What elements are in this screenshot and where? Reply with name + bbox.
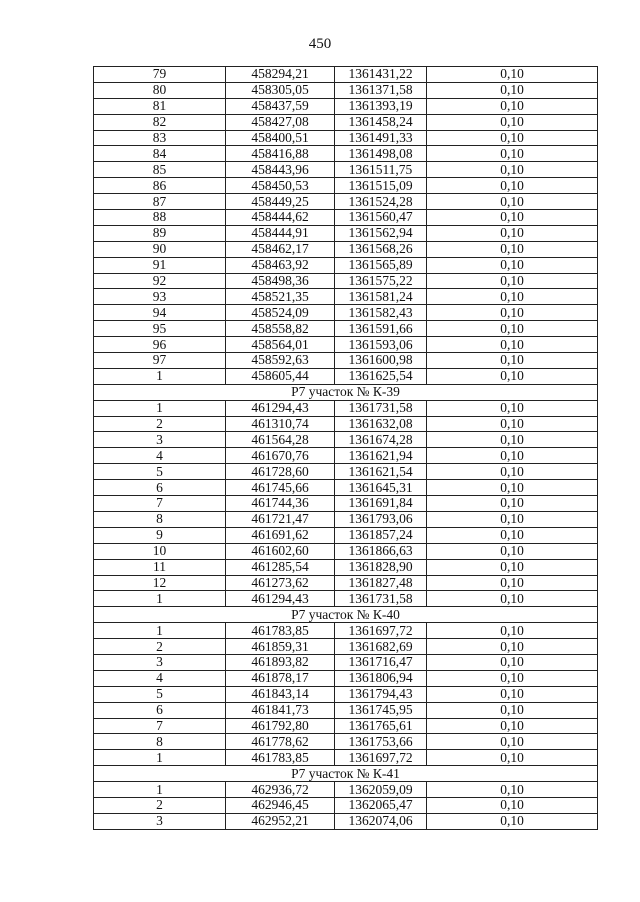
- x-coordinate-cell: 458443,96: [226, 162, 335, 178]
- x-coordinate-cell: 458564,01: [226, 337, 335, 353]
- point-number-cell: 1: [94, 368, 226, 384]
- point-number-cell: 2: [94, 416, 226, 432]
- table-row: [94, 130, 598, 146]
- table-row: [94, 353, 598, 369]
- point-number-cell: 10: [94, 543, 226, 559]
- y-coordinate-cell: 1361600,98: [335, 353, 427, 369]
- point-number-cell: 87: [94, 194, 226, 210]
- table-row: [94, 623, 598, 639]
- table-row: [94, 750, 598, 766]
- coordinates-table: [93, 66, 598, 830]
- point-number-cell: 7: [94, 496, 226, 512]
- accuracy-value-cell: 0,10: [427, 734, 598, 750]
- point-number-cell: 8: [94, 734, 226, 750]
- point-number-cell: 97: [94, 353, 226, 369]
- x-coordinate-cell: 461670,76: [226, 448, 335, 464]
- y-coordinate-cell: 1362065,47: [335, 797, 427, 813]
- table-row: [94, 670, 598, 686]
- y-coordinate-cell: 1361828,90: [335, 559, 427, 575]
- accuracy-value-cell: 0,10: [427, 496, 598, 512]
- y-coordinate-cell: 1361806,94: [335, 670, 427, 686]
- y-coordinate-cell: 1361491,33: [335, 130, 427, 146]
- x-coordinate-cell: 462952,21: [226, 813, 335, 829]
- accuracy-value-cell: 0,10: [427, 400, 598, 416]
- table-row: [94, 718, 598, 734]
- accuracy-value-cell: 0,10: [427, 130, 598, 146]
- table-row: [94, 813, 598, 829]
- x-coordinate-cell: 458524,09: [226, 305, 335, 321]
- x-coordinate-cell: 461294,43: [226, 591, 335, 607]
- y-coordinate-cell: 1361645,31: [335, 480, 427, 496]
- x-coordinate-cell: 461792,80: [226, 718, 335, 734]
- point-number-cell: 85: [94, 162, 226, 178]
- x-coordinate-cell: 462936,72: [226, 782, 335, 798]
- point-number-cell: 2: [94, 639, 226, 655]
- table-row: [94, 273, 598, 289]
- accuracy-value-cell: 0,10: [427, 416, 598, 432]
- y-coordinate-cell: 1361632,08: [335, 416, 427, 432]
- accuracy-value-cell: 0,10: [427, 448, 598, 464]
- accuracy-value-cell: 0,10: [427, 543, 598, 559]
- table-row: [94, 496, 598, 512]
- page-number: 450: [308, 36, 332, 52]
- x-coordinate-cell: 458427,08: [226, 114, 335, 130]
- point-number-cell: 86: [94, 178, 226, 194]
- table-row: [94, 321, 598, 337]
- x-coordinate-cell: 462946,45: [226, 797, 335, 813]
- x-coordinate-cell: 461294,43: [226, 400, 335, 416]
- table-row: [94, 178, 598, 194]
- y-coordinate-cell: 1361866,63: [335, 543, 427, 559]
- section-header-row: [94, 766, 598, 782]
- table-row: [94, 225, 598, 241]
- x-coordinate-cell: 461745,66: [226, 480, 335, 496]
- y-coordinate-cell: 1361593,06: [335, 337, 427, 353]
- point-number-cell: 3: [94, 813, 226, 829]
- x-coordinate-cell: 461310,74: [226, 416, 335, 432]
- accuracy-value-cell: 0,10: [427, 353, 598, 369]
- table-row: [94, 797, 598, 813]
- table-row: [94, 686, 598, 702]
- x-coordinate-cell: 461843,14: [226, 686, 335, 702]
- point-number-cell: 5: [94, 686, 226, 702]
- y-coordinate-cell: 1361582,43: [335, 305, 427, 321]
- accuracy-value-cell: 0,10: [427, 321, 598, 337]
- x-coordinate-cell: 461273,62: [226, 575, 335, 591]
- table-row: [94, 527, 598, 543]
- accuracy-value-cell: 0,10: [427, 480, 598, 496]
- y-coordinate-cell: 1361827,48: [335, 575, 427, 591]
- point-number-cell: 12: [94, 575, 226, 591]
- y-coordinate-cell: 1361458,24: [335, 114, 427, 130]
- point-number-cell: 93: [94, 289, 226, 305]
- point-number-cell: 79: [94, 67, 226, 83]
- accuracy-value-cell: 0,10: [427, 654, 598, 670]
- y-coordinate-cell: 1361581,24: [335, 289, 427, 305]
- accuracy-value-cell: 0,10: [427, 702, 598, 718]
- x-coordinate-cell: 458444,62: [226, 210, 335, 226]
- x-coordinate-cell: 458294,21: [226, 67, 335, 83]
- y-coordinate-cell: 1361674,28: [335, 432, 427, 448]
- accuracy-value-cell: 0,10: [427, 797, 598, 813]
- y-coordinate-cell: 1361621,54: [335, 464, 427, 480]
- point-number-cell: 2: [94, 797, 226, 813]
- table-row: [94, 543, 598, 559]
- accuracy-value-cell: 0,10: [427, 257, 598, 273]
- y-coordinate-cell: 1361697,72: [335, 750, 427, 766]
- table-row: [94, 257, 598, 273]
- section-title: Р7 участок № К-40: [94, 607, 598, 623]
- y-coordinate-cell: 1361591,66: [335, 321, 427, 337]
- y-coordinate-cell: 1361621,94: [335, 448, 427, 464]
- accuracy-value-cell: 0,10: [427, 432, 598, 448]
- table-row: [94, 416, 598, 432]
- table-row: [94, 368, 598, 384]
- y-coordinate-cell: 1361731,58: [335, 400, 427, 416]
- table-row: [94, 194, 598, 210]
- accuracy-value-cell: 0,10: [427, 210, 598, 226]
- y-coordinate-cell: 1361682,69: [335, 639, 427, 655]
- x-coordinate-cell: 458450,53: [226, 178, 335, 194]
- x-coordinate-cell: 461859,31: [226, 639, 335, 655]
- x-coordinate-cell: 461564,28: [226, 432, 335, 448]
- accuracy-value-cell: 0,10: [427, 146, 598, 162]
- point-number-cell: 6: [94, 480, 226, 496]
- accuracy-value-cell: 0,10: [427, 82, 598, 98]
- y-coordinate-cell: 1361562,94: [335, 225, 427, 241]
- coordinates-table-body: [94, 67, 598, 830]
- accuracy-value-cell: 0,10: [427, 162, 598, 178]
- accuracy-value-cell: 0,10: [427, 559, 598, 575]
- y-coordinate-cell: 1361753,66: [335, 734, 427, 750]
- x-coordinate-cell: 458444,91: [226, 225, 335, 241]
- accuracy-value-cell: 0,10: [427, 194, 598, 210]
- accuracy-value-cell: 0,10: [427, 686, 598, 702]
- point-number-cell: 7: [94, 718, 226, 734]
- point-number-cell: 95: [94, 321, 226, 337]
- table-row: [94, 241, 598, 257]
- x-coordinate-cell: 461783,85: [226, 750, 335, 766]
- y-coordinate-cell: 1362059,09: [335, 782, 427, 798]
- table-row: [94, 639, 598, 655]
- accuracy-value-cell: 0,10: [427, 67, 598, 83]
- x-coordinate-cell: 461878,17: [226, 670, 335, 686]
- table-row: [94, 591, 598, 607]
- point-number-cell: 8: [94, 511, 226, 527]
- x-coordinate-cell: 458463,92: [226, 257, 335, 273]
- y-coordinate-cell: 1361793,06: [335, 511, 427, 527]
- point-number-cell: 1: [94, 782, 226, 798]
- x-coordinate-cell: 461778,62: [226, 734, 335, 750]
- y-coordinate-cell: 1361524,28: [335, 194, 427, 210]
- x-coordinate-cell: 458416,88: [226, 146, 335, 162]
- table-row: [94, 702, 598, 718]
- point-number-cell: 81: [94, 98, 226, 114]
- point-number-cell: 88: [94, 210, 226, 226]
- point-number-cell: 6: [94, 702, 226, 718]
- table-row: [94, 146, 598, 162]
- y-coordinate-cell: 1361716,47: [335, 654, 427, 670]
- table-row: [94, 480, 598, 496]
- accuracy-value-cell: 0,10: [427, 575, 598, 591]
- point-number-cell: 3: [94, 654, 226, 670]
- table-row: [94, 559, 598, 575]
- table-row: [94, 654, 598, 670]
- point-number-cell: 9: [94, 527, 226, 543]
- section-header-row: [94, 607, 598, 623]
- accuracy-value-cell: 0,10: [427, 464, 598, 480]
- x-coordinate-cell: 458400,51: [226, 130, 335, 146]
- point-number-cell: 82: [94, 114, 226, 130]
- y-coordinate-cell: 1361568,26: [335, 241, 427, 257]
- table-row: [94, 337, 598, 353]
- table-row: [94, 400, 598, 416]
- y-coordinate-cell: 1361511,75: [335, 162, 427, 178]
- section-title: Р7 участок № К-41: [94, 766, 598, 782]
- x-coordinate-cell: 458305,05: [226, 82, 335, 98]
- x-coordinate-cell: 461691,62: [226, 527, 335, 543]
- accuracy-value-cell: 0,10: [427, 273, 598, 289]
- x-coordinate-cell: 461744,36: [226, 496, 335, 512]
- accuracy-value-cell: 0,10: [427, 623, 598, 639]
- accuracy-value-cell: 0,10: [427, 782, 598, 798]
- accuracy-value-cell: 0,10: [427, 225, 598, 241]
- point-number-cell: 11: [94, 559, 226, 575]
- accuracy-value-cell: 0,10: [427, 114, 598, 130]
- point-number-cell: 83: [94, 130, 226, 146]
- point-number-cell: 94: [94, 305, 226, 321]
- table-row: [94, 98, 598, 114]
- x-coordinate-cell: 458592,63: [226, 353, 335, 369]
- table-row: [94, 289, 598, 305]
- table-row: [94, 464, 598, 480]
- x-coordinate-cell: 461602,60: [226, 543, 335, 559]
- section-title: Р7 участок № К-39: [94, 384, 598, 400]
- x-coordinate-cell: 461728,60: [226, 464, 335, 480]
- accuracy-value-cell: 0,10: [427, 305, 598, 321]
- x-coordinate-cell: 458558,82: [226, 321, 335, 337]
- y-coordinate-cell: 1361745,95: [335, 702, 427, 718]
- accuracy-value-cell: 0,10: [427, 813, 598, 829]
- x-coordinate-cell: 458498,36: [226, 273, 335, 289]
- y-coordinate-cell: 1361371,58: [335, 82, 427, 98]
- y-coordinate-cell: 1361575,22: [335, 273, 427, 289]
- point-number-cell: 1: [94, 591, 226, 607]
- y-coordinate-cell: 1361560,47: [335, 210, 427, 226]
- table-row: [94, 448, 598, 464]
- table-row: [94, 432, 598, 448]
- accuracy-value-cell: 0,10: [427, 368, 598, 384]
- y-coordinate-cell: 1361565,89: [335, 257, 427, 273]
- accuracy-value-cell: 0,10: [427, 178, 598, 194]
- x-coordinate-cell: 461893,82: [226, 654, 335, 670]
- table-row: [94, 162, 598, 178]
- accuracy-value-cell: 0,10: [427, 98, 598, 114]
- point-number-cell: 4: [94, 670, 226, 686]
- accuracy-value-cell: 0,10: [427, 718, 598, 734]
- accuracy-value-cell: 0,10: [427, 527, 598, 543]
- point-number-cell: 3: [94, 432, 226, 448]
- y-coordinate-cell: 1361625,54: [335, 368, 427, 384]
- y-coordinate-cell: 1361794,43: [335, 686, 427, 702]
- accuracy-value-cell: 0,10: [427, 511, 598, 527]
- table-row: [94, 82, 598, 98]
- point-number-cell: 91: [94, 257, 226, 273]
- point-number-cell: 96: [94, 337, 226, 353]
- table-row: [94, 67, 598, 83]
- table-row: [94, 782, 598, 798]
- y-coordinate-cell: 1362074,06: [335, 813, 427, 829]
- table-row: [94, 305, 598, 321]
- accuracy-value-cell: 0,10: [427, 241, 598, 257]
- table-row: [94, 511, 598, 527]
- y-coordinate-cell: 1361765,61: [335, 718, 427, 734]
- table-row: [94, 734, 598, 750]
- point-number-cell: 4: [94, 448, 226, 464]
- x-coordinate-cell: 458449,25: [226, 194, 335, 210]
- point-number-cell: 84: [94, 146, 226, 162]
- section-header-row: [94, 384, 598, 400]
- accuracy-value-cell: 0,10: [427, 670, 598, 686]
- y-coordinate-cell: 1361691,84: [335, 496, 427, 512]
- x-coordinate-cell: 461285,54: [226, 559, 335, 575]
- x-coordinate-cell: 461783,85: [226, 623, 335, 639]
- y-coordinate-cell: 1361393,19: [335, 98, 427, 114]
- table-row: [94, 210, 598, 226]
- x-coordinate-cell: 458605,44: [226, 368, 335, 384]
- x-coordinate-cell: 458462,17: [226, 241, 335, 257]
- accuracy-value-cell: 0,10: [427, 750, 598, 766]
- table-row: [94, 575, 598, 591]
- x-coordinate-cell: 458521,35: [226, 289, 335, 305]
- point-number-cell: 1: [94, 400, 226, 416]
- accuracy-value-cell: 0,10: [427, 591, 598, 607]
- accuracy-value-cell: 0,10: [427, 639, 598, 655]
- x-coordinate-cell: 458437,59: [226, 98, 335, 114]
- point-number-cell: 80: [94, 82, 226, 98]
- y-coordinate-cell: 1361731,58: [335, 591, 427, 607]
- y-coordinate-cell: 1361431,22: [335, 67, 427, 83]
- y-coordinate-cell: 1361498,08: [335, 146, 427, 162]
- x-coordinate-cell: 461841,73: [226, 702, 335, 718]
- y-coordinate-cell: 1361697,72: [335, 623, 427, 639]
- y-coordinate-cell: 1361515,09: [335, 178, 427, 194]
- y-coordinate-cell: 1361857,24: [335, 527, 427, 543]
- x-coordinate-cell: 461721,47: [226, 511, 335, 527]
- point-number-cell: 92: [94, 273, 226, 289]
- point-number-cell: 1: [94, 750, 226, 766]
- point-number-cell: 90: [94, 241, 226, 257]
- accuracy-value-cell: 0,10: [427, 337, 598, 353]
- point-number-cell: 89: [94, 225, 226, 241]
- accuracy-value-cell: 0,10: [427, 289, 598, 305]
- point-number-cell: 5: [94, 464, 226, 480]
- table-row: [94, 114, 598, 130]
- point-number-cell: 1: [94, 623, 226, 639]
